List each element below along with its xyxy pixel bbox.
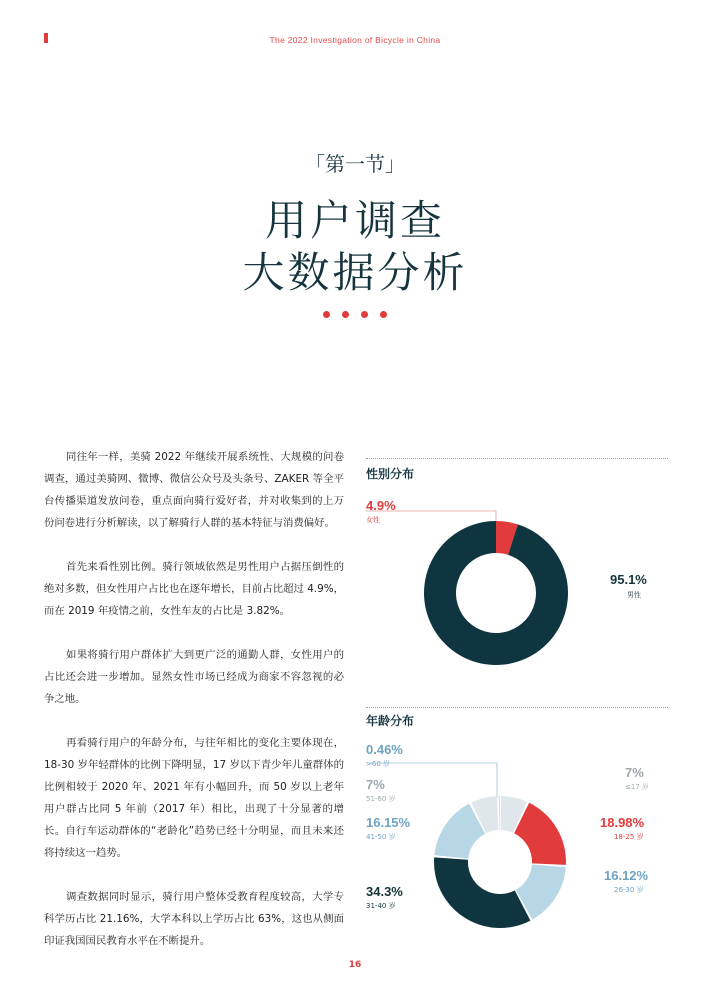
gender-chart-title: 性别分布 <box>366 467 415 481</box>
age-41-50-label: 41-50 岁 <box>366 833 396 841</box>
age-60plus-value: 0.46% <box>366 742 403 757</box>
female-label: 女性 <box>366 516 380 524</box>
paragraph: 如果将骑行用户群体扩大到更广泛的通勤人群，女性用户的占比还会进一步增加。显然女性市场已经成为商家不容忽视的必争之地。 <box>44 649 344 705</box>
age-18-25-value: 18.98% <box>600 815 645 830</box>
gender-slice-1 <box>424 521 568 665</box>
age-under17-label: ≤17 岁 <box>625 783 649 791</box>
age-slice-3 <box>434 857 530 928</box>
page-title-line2: 大数据分析 <box>242 248 468 297</box>
age-51-60-label: 51-60 岁 <box>366 795 396 803</box>
age-31-40-value: 34.3% <box>366 884 403 899</box>
age-26-30-label: 26-30 岁 <box>614 886 644 894</box>
page-title-line1: 用户调查 <box>264 196 445 245</box>
male-value: 95.1% <box>610 572 647 587</box>
female-value: 4.9% <box>366 498 396 513</box>
paragraph: 首先来看性别比例。骑行领域依然是男性用户占据压倒性的绝对多数，但女性用户占比也在逐年增长，目前占比超过 4.9%，而在 2019 年疫情之前，女性车友的占比是 3.82%。 <box>44 561 344 617</box>
age-under17-value: 7% <box>625 765 644 780</box>
paragraph: 调查数据同时显示，骑行用户整体受教育程度较高，大学专科学历占比 21.16%，大学本科以上学历占比 63%，这也从侧面印证我国国民教育水平在不断提升。 <box>44 891 344 947</box>
age-18-25-label: 18-25 岁 <box>614 833 644 841</box>
section-label: 「第一节」 <box>305 152 405 176</box>
male-label: 男性 <box>627 591 641 599</box>
age-51-60-value: 7% <box>366 777 385 792</box>
running-header: The 2022 Investigation of Bicycle in China <box>269 35 441 45</box>
age-chart-title: 年龄分布 <box>366 714 415 728</box>
age-41-50-value: 16.15% <box>366 815 411 830</box>
age-31-40-label: 31-40 岁 <box>366 902 396 910</box>
age-slice-6 <box>499 796 500 830</box>
age-26-30-value: 16.12% <box>604 868 649 883</box>
paragraph: 同往年一样，美骑 2022 年继续开展系统性、大规模的问卷调查，通过美骑网、微博、微信公众号及头条号、ZAKER 等全平台传播渠道发放问卷，重点面向骑行爱好者，并对收集到的上万份问卷进行分析解读，以了解骑行人群的基本特征与消费偏好。 <box>44 451 344 529</box>
page-number: 16 <box>348 960 362 970</box>
paragraph: 再看骑行用户的年龄分布，与往年相比的变化主要体现在，18-30 岁年轻群体的比例下降明显，17 岁以下青少年儿童群体的比例相较于 2020 年、2021 年有小幅回升，而 50 岁以上老年用户群占比同 5 年前（2017 年）相比，出现了十分显著的增长。自行车运动群体的“老龄化”趋势已经十分明显，而且未来还将持续这一趋势。 <box>44 737 344 859</box>
age-60plus-label: >60 岁 <box>366 760 390 768</box>
leader-line <box>366 763 497 798</box>
